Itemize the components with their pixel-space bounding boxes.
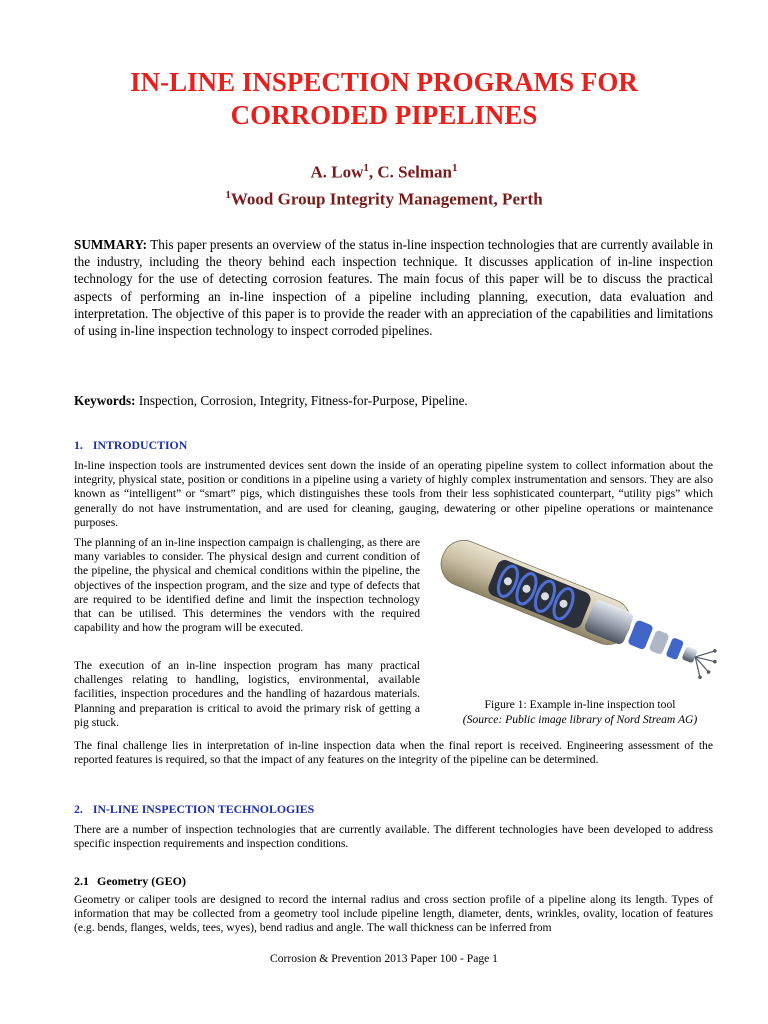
title-line-1: IN-LINE INSPECTION PROGRAMS FOR [130,67,638,97]
probe-tip [713,659,718,664]
section-2-heading: 2. IN-LINE INSPECTION TECHNOLOGIES [74,802,315,816]
summary-paragraph [74,236,713,339]
cup-grey [648,630,669,656]
author-affiliation: $^1$Wood Group Integrity Management, Perth [225,188,543,209]
intro-paragraph-3: The execution of an in-line inspection program has many practical challenges relating to handling, logistics, environmental, available facilities, inspection procedures and the handling of hazardous materials. Planning and preparation is critical to avoid the primary risk of getting a pig stuck. [74,659,420,729]
summary-label: SUMMARY: [74,237,148,252]
title-line-2: CORRODED PIPELINES [230,100,538,130]
intro-paragraph-1: In-line inspection tools are instrumented devices sent down the inside of an operating pipeline system to collect information about the integrity, physical state, position or conditions in a pipeline using a variety of highly complex instrumentation and sensors. They are also known as “intelligent” or “smart” pigs, which distinguishes these tools from their less sophisticated counterpart, “utility pigs” which generally do not have instrumentation, and are used for cleaning, gauging, dewatering or other pipeline operations or maintenance purposes. [74,459,713,529]
probe-tip [698,675,703,680]
nose-cone [681,646,697,663]
cup-blue-2 [666,637,685,660]
probe-tip [713,649,718,654]
author-block [60,157,708,210]
author-names: A. Low$^1$, C. Selman$^1$ [310,162,458,182]
probe-wire [692,657,712,672]
keywords-text: Inspection, Corrosion, Integrity, Fitness-for-Purpose, Pipeline. [135,393,468,408]
paper-title [60,66,708,132]
sensor-window [486,558,593,631]
keywords-line [74,392,713,409]
section-1-heading: 1. INTRODUCTION [74,438,188,452]
section-2-1-heading: 2.1 Geometry (GEO) [74,874,186,888]
summary-text: This paper presents an overview of the status in-line inspection technologies that are currently available in the industry, including the theory behind each inspection technique. It discusses application of in-line inspection technology for the use of detecting corrosion features. The main focus of this paper will be to discuss the practical aspects of performing an in-line inspection of a pipeline including planning, execution, data evaluation and interpretation. The objective of this paper is to provide the reader with an appreciation of the capabilities and limitations of using in-line inspection technology to inspect corroded pipelines. [74,237,713,339]
figure-caption-source: (Source: Public image library of Nord Stream AG) [462,713,698,726]
figure-caption-title: Figure 1: Example in-line inspection tool [484,698,676,711]
figure-caption [430,697,730,727]
page-footer: Corrosion & Prevention 2013 Paper 100 - Page 1 [270,952,498,965]
technologies-paragraph-1: There are a number of inspection technologies that are currently available. The different technologies have been developed to address specific inspection requirements and inspection conditions. [74,823,713,851]
intro-paragraph-2: The planning of an in-line inspection campaign is challenging, as there are many variables to consider. The physical design and current condition of the pipeline, the physical and chemical conditions within the pipeline, the objectives of the inspection program, and the size and type of defects that are required to be identified define and limit the inspection technology that can be utilised. This determines the vendors with the required capability and how the program will be executed. [74,536,420,635]
geometry-paragraph-1: Geometry or caliper tools are designed to record the internal radius and cross section profile of a pipeline along its length. Types of information that may be collected from a geometry tool include pipeline length, diameter, dents, wrinkles, ovality, location of features (e.g. bends, flanges, welds, tees, wyes), bend radius and angle. The wall thickness can be inferred from [74,893,713,935]
keywords-label: Keywords: [74,393,136,408]
cup-blue-1 [627,619,653,650]
inspection-tool-figure [438,537,728,697]
intro-paragraph-4: The final challenge lies in interpretation of in-line inspection data when the final report is received. Engineering assessment of the reported features is required, so that the impact of any features on the integrity of the pipeline can be determined. [74,739,713,767]
